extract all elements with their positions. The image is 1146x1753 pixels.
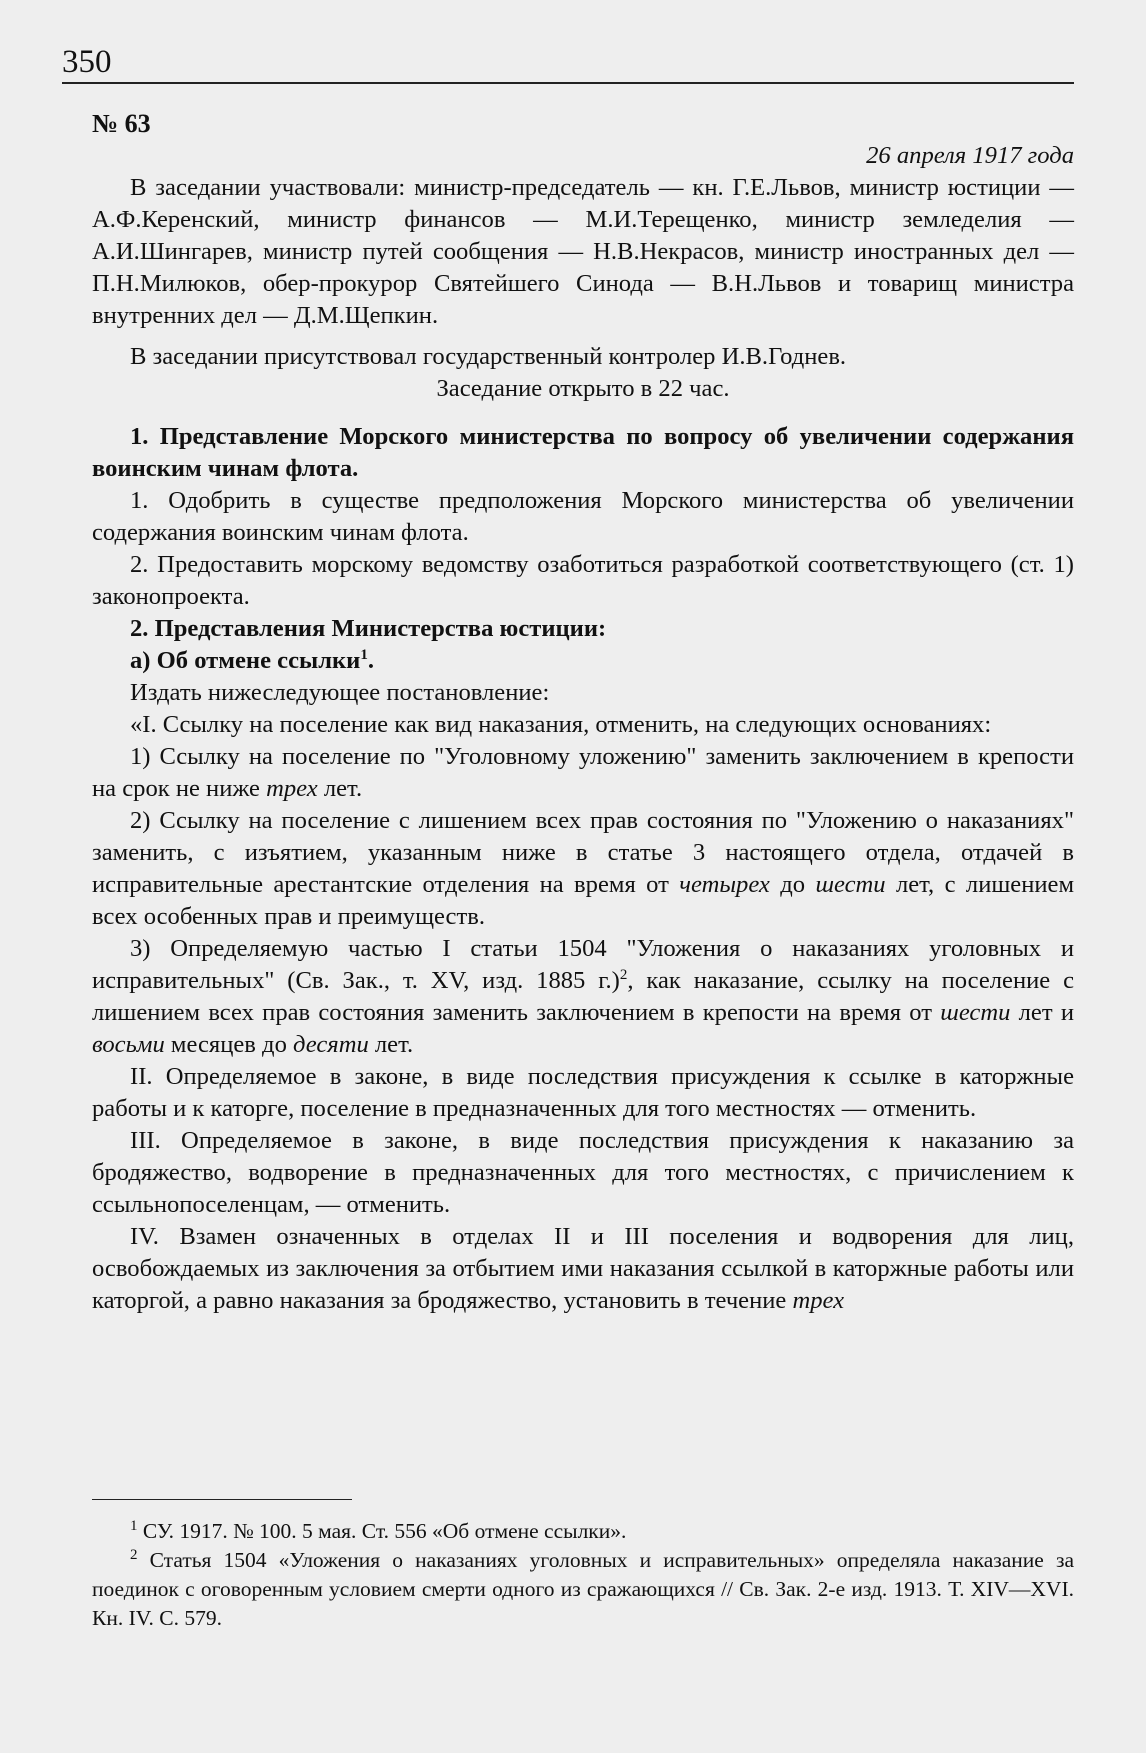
section1-intro: «I. Ссылку на поселение как вид наказания, отменить, на следующих основаниях: — [130, 711, 992, 738]
item1-point1: 1. Одобрить в существе предположения Морского министерства об увеличении содержания воинским чинам флота. — [92, 487, 1074, 546]
attendees-paragraph: В заседании участвовали: министр-председатель — кн. Г.Е.Львов, министр юстиции — А.Ф.Керенский, министр финансов — М.И.Терещенко, министр земледелия — А.И.Шингарев, министр путей сообщения — Н.В.Некрасов, министр иностранных дел — П.Н.Милюков, обер-прокурор Святейшего Синода — В.Н.Львов и товарищ министра внутренних дел — Д.М.Щепкин. — [92, 174, 1074, 329]
clause3-text: 3) Определяемую частью I статьи 1504 "Уложения о наказаниях уголовных и исправительных" (Св. Зак., т. XV, изд. 1885 г.) — [92, 935, 1074, 994]
item2-heading: 2. Представления Министерства юстиции: — [130, 615, 607, 642]
present-paragraph: В заседании присутствовал государственный контролер И.В.Годнев. — [130, 343, 847, 370]
section2: II. Определяемое в законе, в виде последствия присуждения к ссылке в каторжные работы и к каторге, поселение в предназначенных для того местностях — отменить. — [92, 1063, 1074, 1122]
clause3-italic-1: шести — [940, 999, 1011, 1026]
item1-point2: 2. Предоставить морскому ведомству озаботиться разработкой соответствующего (ст. 1) законопроекта. — [92, 551, 1074, 610]
clause3-end: лет. — [368, 1031, 414, 1058]
footnote-2-text: Статья 1504 «Уложения о наказаниях уголовных и исправительных» определяла наказание за поединок с оговоренным условием смерти одного из сражающихся // Св. Зак. 2-е изд. 1913. Т. XIV—XVI. Кн. IV. С. 579. — [92, 1548, 1075, 1630]
footnote-1-number: 1 — [130, 1517, 138, 1534]
footnote-ref-1: 1 — [360, 646, 368, 663]
clause3-mid-2: месяцев до — [164, 1031, 294, 1058]
header-rule — [62, 82, 1074, 84]
section3: III. Определяемое в законе, в виде последствия присуждения к наказанию за бродяжество, водворение в предназначенных для того местностях, с причислением к ссыльнопоселенцам, — отменить. — [92, 1127, 1074, 1218]
clause2-italic-from: четырех — [679, 871, 770, 898]
section1-clause1 — [92, 741, 1074, 805]
item2a-heading-text: а) Об отмене ссылки — [130, 647, 361, 674]
section4-italic: трех — [792, 1287, 845, 1314]
page-number: 350 — [62, 44, 112, 80]
document-date: 26 апреля 1917 года — [866, 142, 1074, 169]
section4 — [92, 1221, 1074, 1317]
footnote-1 — [92, 1517, 1074, 1546]
footnote-rule — [92, 1499, 352, 1500]
issue-decree: Издать нижеследующее постановление: — [130, 679, 550, 706]
clause2-text: 2) Ссылку на поселение с лишением всех прав состояния по "Уложению о наказаниях" заменить, с изъятием, указанным ниже в статье 3 настоящего отдела, отдачей в исправительные арестантские отделения на время от — [92, 807, 1074, 898]
clause1-end: лет. — [317, 775, 363, 802]
session-opened: Заседание открыто в 22 час. — [436, 375, 730, 402]
item1-heading: 1. Представление Морского министерства по вопросу об увеличении содержания воинским чинам флота. — [92, 423, 1074, 482]
footnote-1-text: СУ. 1917. № 100. 5 мая. Ст. 556 «Об отмене ссылки». — [142, 1519, 627, 1543]
clause2-mid: до — [769, 871, 816, 898]
clause2-italic-to: шести — [815, 871, 886, 898]
section4-text: IV. Взамен означенных в отделах II и III поселения и водворения для лиц, освобождаемых из заключения за отбытием ими наказания ссылкой в каторжные работы или каторгой, а равно наказания за бродяжество, установить в течение — [92, 1223, 1074, 1314]
footnote-ref-2: 2 — [619, 966, 628, 983]
clause3-mid-1: лет и — [1010, 999, 1074, 1026]
section1-clause2 — [92, 805, 1074, 933]
footnote-2 — [92, 1546, 1074, 1633]
document-number: № 63 — [92, 109, 151, 138]
item2a-heading: а) Об отмене ссылки$^1$. — [130, 646, 374, 674]
clause3-italic-3: десяти — [293, 1031, 369, 1058]
clause1-text: 1) Ссылку на поселение по "Уголовному уложению" заменить заключением в крепости на срок не ниже — [92, 743, 1074, 802]
clause3-italic-2: восьми — [92, 1031, 165, 1058]
clause1-italic: трех — [266, 775, 318, 802]
document-body — [92, 108, 1074, 1317]
clause2-end: лет, с лишением всех особенных прав и преимуществ. — [92, 871, 1075, 930]
section1-clause3 — [92, 933, 1074, 1061]
footnotes — [92, 1517, 1074, 1633]
footnote-2-number: 2 — [130, 1546, 138, 1563]
clause3-text2: , как наказание, ссылку на поселение с лишением всех прав состояния заменить заключением в крепости на время от — [92, 967, 1074, 1026]
